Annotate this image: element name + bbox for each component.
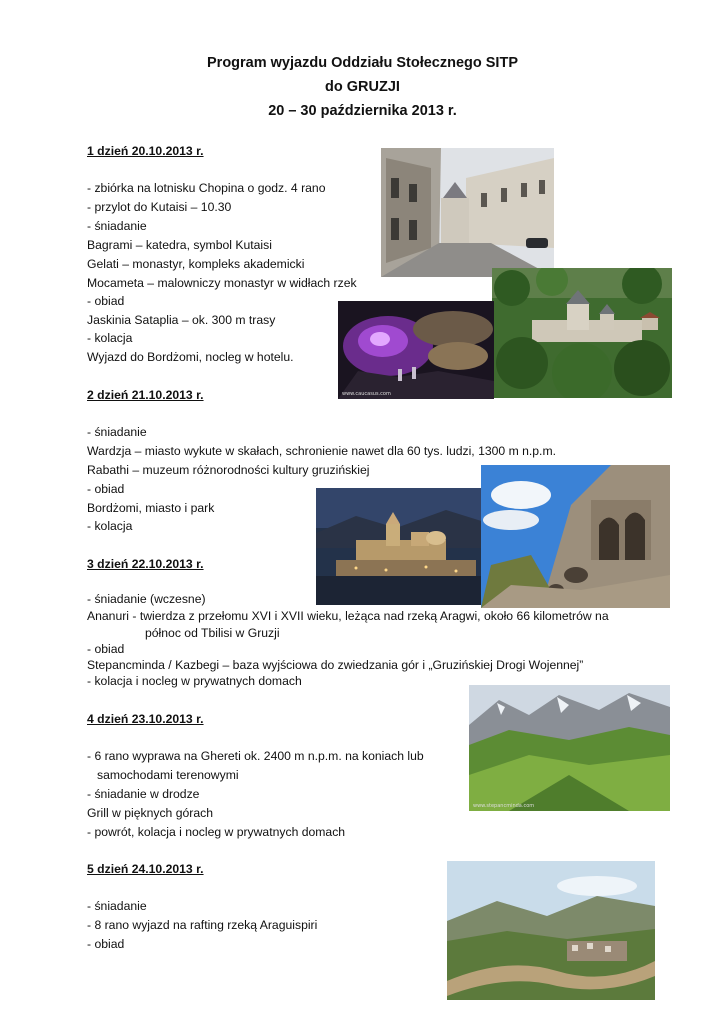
day4-item: Grill w pięknych górach bbox=[87, 806, 213, 820]
castle-photo bbox=[316, 488, 491, 605]
day1-heading: 1 dzień 20.10.2013 r. bbox=[87, 144, 204, 158]
day3-item: - kolacja i nocleg w prywatnych domach bbox=[87, 674, 302, 688]
page-title-line-1: Program wyjazdu Oddziału Stołecznego SITP bbox=[207, 55, 518, 71]
day2-heading: 2 dzień 21.10.2013 r. bbox=[87, 388, 204, 402]
day3-item: północ od Tbilisi w Gruzji bbox=[145, 626, 280, 640]
mountains-photo: www.stepancminda.com bbox=[469, 685, 670, 811]
day5-item: - 8 rano wyjazd na rafting rzeką Araguispiri bbox=[87, 918, 318, 932]
river-photo bbox=[447, 861, 655, 1000]
day1-item: Bagrami – katedra, symbol Kutaisi bbox=[87, 238, 272, 252]
day3-item: Ananuri - twierdza z przełomu XVI i XVII wieku, leżąca nad rzeką Aragwi, około 66 kilometrów na bbox=[87, 609, 609, 623]
day3-item: Stepancminda / Kazbegi – baza wyjściowa do zwiedzania gór i „Gruzińskiej Drogi Wojennej” bbox=[87, 658, 584, 672]
day5-item: - obiad bbox=[87, 937, 125, 951]
day1-item: Jaskinia Sataplia – ok. 300 m trasy bbox=[87, 313, 276, 327]
day3-heading: 3 dzień 22.10.2013 r. bbox=[87, 557, 204, 571]
day4-heading: 4 dzień 23.10.2013 r. bbox=[87, 712, 204, 726]
day5-item: - śniadanie bbox=[87, 899, 147, 913]
day1-item: Mocameta – malowniczy monastyr w widłach rzek bbox=[87, 276, 357, 290]
day1-item: - śniadanie bbox=[87, 219, 147, 233]
page-title-line-3: 20 – 30 października 2013 r. bbox=[268, 103, 457, 119]
day2-item: - śniadanie bbox=[87, 425, 147, 439]
rock-city-photo bbox=[481, 465, 670, 608]
day3-item: - obiad bbox=[87, 642, 125, 656]
street-photo bbox=[381, 148, 554, 277]
day2-item: Wardzja – miasto wykute w skałach, schronienie nawet dla 60 tys. ludzi, 1300 m n.p.m. bbox=[87, 444, 556, 458]
monastery-photo bbox=[492, 268, 672, 398]
cave-photo: www.caucasus.com bbox=[338, 301, 494, 399]
day1-item: - przylot do Kutaisi – 10.30 bbox=[87, 200, 232, 214]
day2-item: Rabathi – muzeum różnorodności kultury gruzińskiej bbox=[87, 463, 370, 477]
day1-item: Gelati – monastyr, kompleks akademicki bbox=[87, 257, 305, 271]
day2-item: - kolacja bbox=[87, 519, 133, 533]
day3-item: - śniadanie (wczesne) bbox=[87, 592, 206, 606]
day4-item: samochodami terenowymi bbox=[97, 768, 239, 782]
day5-heading: 5 dzień 24.10.2013 r. bbox=[87, 862, 204, 876]
day1-item: - kolacja bbox=[87, 331, 133, 345]
day2-item: - obiad bbox=[87, 482, 125, 496]
page-title-line-2: do GRUZJI bbox=[325, 79, 400, 95]
day1-item: - obiad bbox=[87, 294, 125, 308]
day2-item: Bordżomi, miasto i park bbox=[87, 501, 215, 515]
day1-item: - zbiórka na lotnisku Chopina o godz. 4 rano bbox=[87, 181, 326, 195]
day1-item: Wyjazd do Bordżomi, nocleg w hotelu. bbox=[87, 350, 294, 364]
day4-item: - 6 rano wyprawa na Ghereti ok. 2400 m n.p.m. na koniach lub bbox=[87, 749, 424, 763]
day4-item: - powrót, kolacja i nocleg w prywatnych domach bbox=[87, 825, 346, 839]
day4-item: - śniadanie w drodze bbox=[87, 787, 200, 801]
